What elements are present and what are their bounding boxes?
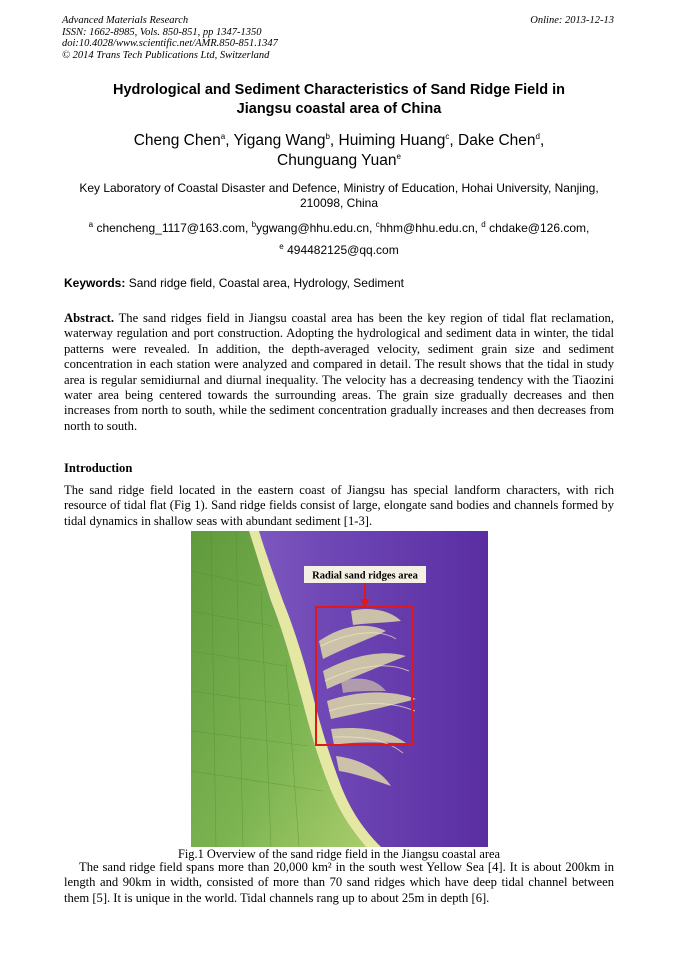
annotation-label: Radial sand ridges area xyxy=(312,570,418,582)
journal-name: Advanced Materials Research xyxy=(62,15,189,26)
author-list: Cheng Chen$^a$, Yigang Wang$^b$, Huiming Huang$^c$, Dake Chen$^d$, Chunguang Yuan$^e$ xyxy=(133,131,545,169)
author-sup: a xyxy=(220,131,226,141)
journal-header xyxy=(62,15,278,61)
doi-line: doi:10.4028/www.scientific.net/AMR.850-851.1347 xyxy=(62,38,278,49)
satellite-map xyxy=(191,531,488,847)
issn-line: ISSN: 1662-8985, Vols. 850-851, pp 1347-1350 xyxy=(62,26,262,38)
author-sup: e xyxy=(396,151,401,161)
email-list xyxy=(40,217,638,261)
author-sup: d xyxy=(535,131,540,141)
section-heading-introduction: Introduction xyxy=(64,461,133,475)
figure-1-satellite-image xyxy=(191,531,488,847)
paper-title xyxy=(40,81,638,119)
abstract-text: The sand ridges field in Jiangsu coastal area has been the key region of tidal flat reclamation, waterway regulation and port construction. Adopting the hydrological and sediment data in winter, the tidal patterns were revealed. In addition, the depth-averaged velocity, sediment grain size and sediment concentration in each station were analyzed and compared in detail. The result shows that the tidal in study area is regular semidiurnal and diurnal inequality. The velocity has a decreasing tendency with the Tiaozini water area being centered towards the surrounding areas. The grain size gradually decreases and then increases from north to south, while the sediment concentration gradually increases and then decreases from north to south. xyxy=(64,311,614,433)
affiliation-line-1: Key Laboratory of Coastal Disaster and Defence, Ministry of Education, Hohai University, Nanjing, xyxy=(79,181,599,195)
keywords xyxy=(64,276,404,290)
email-sup: d xyxy=(481,220,486,229)
email-sup: c xyxy=(375,220,380,229)
email-sup: b xyxy=(251,220,257,229)
affiliation xyxy=(40,181,638,211)
author-sup: b xyxy=(325,131,330,141)
abstract xyxy=(64,311,614,434)
email-sup: a xyxy=(88,220,94,229)
author-name: Chunguang Yuan xyxy=(277,152,397,169)
author-name: Dake Chen xyxy=(458,132,536,149)
keywords-text: Sand ridge field, Coastal area, Hydrology, Sediment xyxy=(128,276,404,290)
copyright-line: © 2014 Trans Tech Publications Ltd, Switzerland xyxy=(62,49,270,61)
abstract-label: Abstract. xyxy=(64,311,115,325)
author-sup: c xyxy=(445,131,450,141)
intro-paragraph-1: The sand ridge field located in the eastern coast of Jiangsu has special landform characters, with rich resource of tidal flat (Fig 1). Sand ridge fields consist of large, elongate sand bodies and channels formed by tidal dynamics in shallow seas with abundant sediment [1-3]. xyxy=(64,483,614,528)
author-name: Huiming Huang xyxy=(338,132,446,149)
email-link[interactable]: chdake@126.com, xyxy=(489,221,590,235)
email-link[interactable]: 494482125@qq.com xyxy=(287,243,399,257)
title-line-1: Hydrological and Sediment Characteristics of Sand Ridge Field in xyxy=(112,82,565,98)
email-link[interactable]: chencheng_1117@163.com, xyxy=(96,221,249,235)
intro-paragraph-2: The sand ridge field spans more than 20,000 km² in the south west Yellow Sea [4]. It is about 200km in length and 90km in width, consisted of more than 70 sand ridges which have deep tidal channel between them [5]. It is unique in the world. Tidal channels rang up to about 25m in depth [6]. xyxy=(64,860,614,905)
author-name: Yigang Wang xyxy=(233,132,326,149)
online-date: Online: 2013-12-13 xyxy=(530,15,614,26)
keywords-label: Keywords: xyxy=(64,276,126,290)
title-line-2: Jiangsu coastal area of China xyxy=(236,101,442,117)
figure-caption: Fig.1 Overview of the sand ridge field in the Jiangsu coastal area xyxy=(177,847,501,861)
email-link[interactable]: ygwang@hhu.edu.cn, xyxy=(256,221,373,235)
affiliation-line-2: 210098, China xyxy=(299,196,379,210)
author-name: Cheng Chen xyxy=(133,132,221,149)
email-link[interactable]: hhm@hhu.edu.cn, xyxy=(379,221,478,235)
email-sup: e xyxy=(279,242,284,251)
